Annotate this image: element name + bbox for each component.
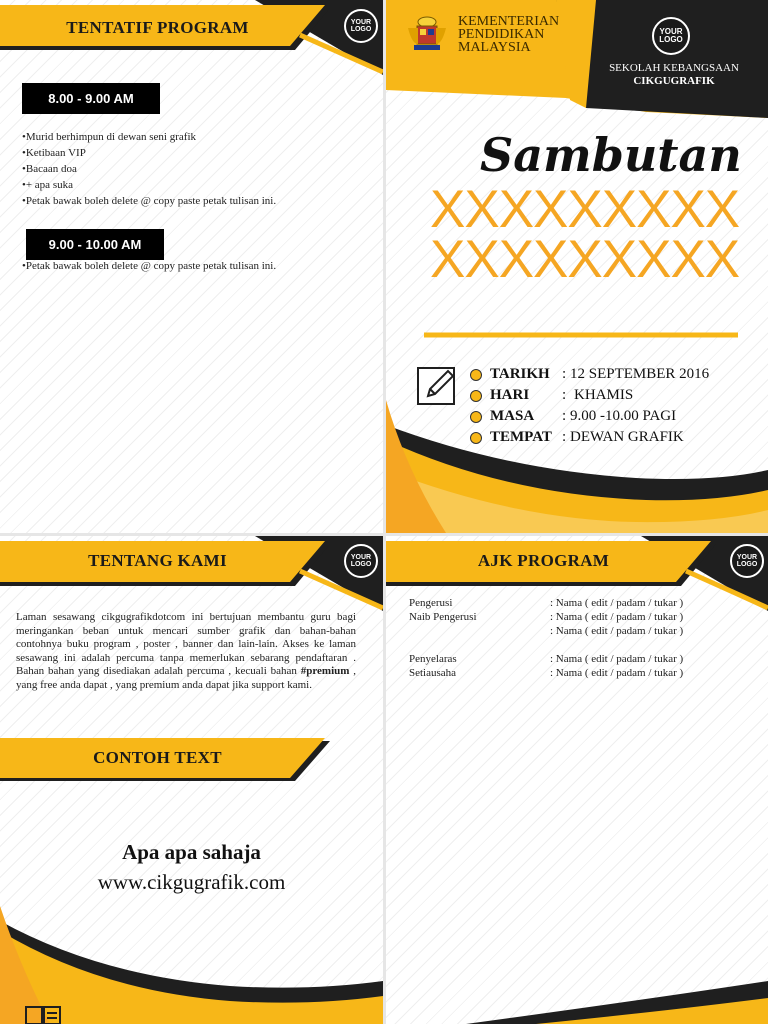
logo-circle-icon: YOUR LOGO [344,544,378,578]
time-slot-2: 9.00 - 10.00 AM [26,229,164,260]
about-shapes [0,536,383,1024]
book-icon [24,1003,64,1024]
tentatif-panel [0,0,383,533]
cover-panel [386,0,768,533]
committee-name: : Nama ( edit / padam / tukar ) [550,667,684,679]
website-url: www.cikgugrafik.com [97,870,286,894]
bullet-icon [470,432,482,444]
logo-circle-icon: YOUR LOGO [730,544,764,578]
committee-name: : Nama ( edit / padam / tukar ) [550,653,684,665]
committee-panel [386,536,768,1024]
school-name: SEKOLAH KEBANGSAAN CIKGUGRAFIK [609,62,739,87]
list-item: •Ketibaan VIP [22,147,86,159]
slot1-list [22,129,276,209]
logo-circle-icon: YOUR LOGO [652,17,690,55]
detail-row: HARI : KHAMIS [470,385,709,406]
slot2-list [22,258,276,274]
event-title-script: Sambutan [480,128,742,182]
committee-shapes [386,536,768,1024]
committee-role: Naib Pengerusi [409,611,477,623]
committee-role: Penyelaras [409,653,457,665]
committee-name: : Nama ( edit / padam / tukar ) [550,597,684,609]
detail-row: TARIKH : 12 SEPTEMBER 2016 [470,364,709,385]
edit-pencil-icon [416,364,458,406]
event-name: XXXXXXXXX XXXXXXXXX [430,180,740,289]
coat-of-arms-icon [404,14,450,54]
committee-name: : Nama ( edit / padam / tukar ) [550,611,684,623]
list-item: •+ apa suka [22,179,73,191]
list-item: •Murid berhimpun di dewan seni grafik [22,131,197,143]
event-details [470,364,709,448]
ministry-name: KEMENTERIAN PENDIDIKAN MALAYSIA [458,14,560,55]
committee-role: Pengerusi [409,597,453,609]
detail-row: TEMPAT : DEWAN GRAFIK [470,427,709,448]
list-item: •Petak bawak boleh delete @ copy paste petak tulisan ini. [22,260,277,272]
logo-circle-icon: YOUR LOGO [344,9,378,43]
list-item: •Bacaan doa [22,163,77,175]
detail-row: MASA : 9.00 -10.00 PAGI [470,406,709,427]
committee-role: Setiausaha [409,667,457,679]
committee-name: : Nama ( edit / padam / tukar ) [550,625,684,637]
section-title: CONTOH TEXT [93,748,222,767]
panel-title: AJK PROGRAM [477,551,610,570]
bullet-icon [470,411,482,423]
about-paragraph: Laman sesawang cikgugrafikdotcom ini bertujuan membantu guru bagi meringankan beban untuk mencari sumber grafik dan bahan-bahan contohnya buku program , poster , banner dan lain-lain. Akses ke laman sesawang ini adalah percuma tanpa memerlukan sebarang pendaftaran . Bahan bahan yang disediakan adalah percuma , kecuali bahan #premium , yang free anda dapat , yang premium anda dapat jika support kami. [16,611,356,691]
panel-title: TENTANG KAMI [88,551,227,570]
about-panel [0,536,383,1024]
bullet-icon [470,369,482,381]
bullet-icon [470,390,482,402]
list-item: •Petak bawak boleh delete @ copy paste petak tulisan ini. [22,195,277,207]
headline: Apa apa sahaja [122,840,261,864]
time-slot-1: 8.00 - 9.00 AM [22,83,160,114]
panel-title: TENTATIF PROGRAM [66,18,249,37]
